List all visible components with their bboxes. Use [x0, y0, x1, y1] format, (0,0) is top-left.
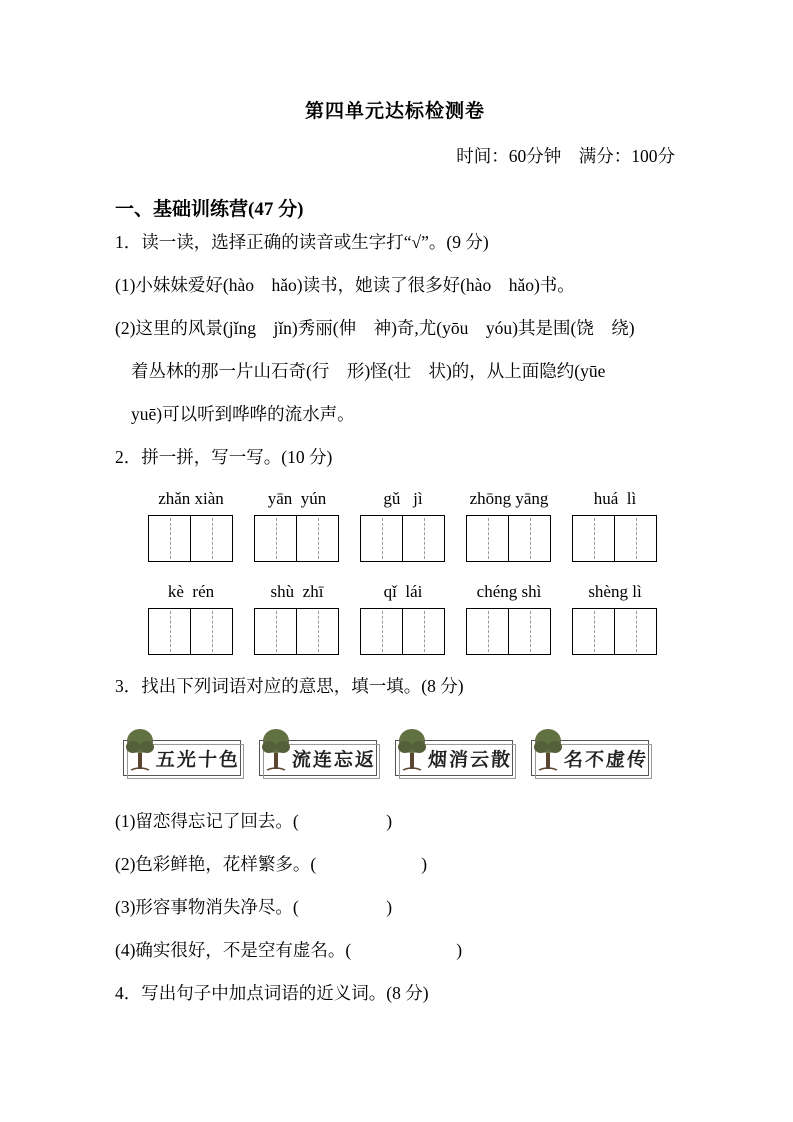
idiom-text: 名不虚传	[563, 749, 649, 771]
writing-cell	[190, 608, 233, 655]
writing-cell	[402, 608, 445, 655]
writing-boxes	[360, 515, 446, 562]
q2-word-unit	[466, 483, 552, 562]
writing-boxes	[254, 515, 340, 562]
writing-boxes	[572, 515, 658, 562]
pinyin-label: huá lì	[593, 489, 637, 508]
q2-stem: 2．拼一拼，写一写。(10 分)	[115, 447, 333, 467]
writing-boxes	[572, 608, 658, 655]
tree-icon	[261, 725, 291, 775]
q2-word-unit	[148, 483, 234, 562]
q2-word-unit	[466, 576, 552, 655]
writing-cell	[466, 515, 509, 562]
tree-icon	[397, 725, 427, 775]
writing-cell	[360, 608, 403, 655]
q1-item2-line2: 着丛林的那一片山石奇(行 形)怪(壮 状)的，从上面隐约(yūe	[131, 361, 606, 381]
idiom-text: 五光十色	[155, 749, 241, 771]
writing-cell	[508, 608, 551, 655]
pinyin-label: gǔ jì	[383, 489, 423, 508]
q1-item1: (1)小妹妹爱好(hào hǎo)读书，她读了很多好(hào hǎo)书。	[115, 275, 575, 295]
pinyin-label: kè rén	[167, 582, 215, 601]
q3-item-2: (2)色彩鲜艳，花样繁多。( )	[115, 854, 428, 874]
pinyin-label: chéng shì	[476, 582, 542, 601]
writing-cell	[572, 515, 615, 562]
pinyin-label: shèng lì	[588, 582, 642, 601]
q3-item-4: (4)确实很好，不是空有虚名。( )	[115, 940, 463, 960]
writing-cell	[254, 608, 297, 655]
q2-word-unit	[254, 576, 340, 655]
q2-word-unit	[360, 483, 446, 562]
q2-row1	[148, 483, 675, 562]
q2-word-unit	[360, 576, 446, 655]
idiom-card	[395, 740, 513, 776]
pinyin-label: qǐ lái	[383, 582, 423, 601]
writing-cell	[148, 608, 191, 655]
writing-cell	[148, 515, 191, 562]
q3-stem: 3．找出下列词语对应的意思，填一填。(8 分)	[115, 676, 464, 696]
q1-item2-line3: yuē)可以听到哗哗的流水声。	[131, 404, 355, 424]
pinyin-label: shù zhī	[270, 582, 324, 601]
q4-stem: 4．写出句子中加点词语的近义词。(8 分)	[115, 983, 429, 1003]
writing-boxes	[148, 515, 234, 562]
page-title: 第四单元达标检测卷	[304, 101, 485, 122]
idiom-text: 烟消云散	[427, 749, 513, 771]
writing-cell	[296, 515, 339, 562]
writing-cell	[508, 515, 551, 562]
writing-cell	[614, 608, 657, 655]
writing-cell	[254, 515, 297, 562]
q2-word-unit	[148, 576, 234, 655]
q2-word-unit	[572, 483, 658, 562]
section-heading: 一、基础训练营(47 分)	[115, 199, 304, 220]
writing-boxes	[466, 608, 552, 655]
writing-boxes	[466, 515, 552, 562]
idiom-card	[123, 740, 241, 776]
q1-item2-line1: (2)这里的风景(jǐng jǐn)秀丽(伸 神)奇,尤(yōu yóu)其是围(饶 绕)	[115, 318, 635, 338]
q1-stem: 1．读一读，选择正确的读音或生字打“√”。(9 分)	[115, 232, 489, 252]
q2-word-unit	[254, 483, 340, 562]
q2-row2	[148, 576, 675, 655]
writing-boxes	[254, 608, 340, 655]
q3-item-3: (3)形容事物消失净尽。( )	[115, 897, 393, 917]
idiom-card	[531, 740, 649, 776]
writing-cell	[466, 608, 509, 655]
idiom-text: 流连忘返	[291, 749, 377, 771]
exam-meta: 时间：60分钟 满分：100分	[456, 146, 675, 166]
q3-item-1: (1)留恋得忘记了回去。( )	[115, 811, 393, 831]
tree-icon	[125, 725, 155, 775]
tree-icon	[533, 725, 563, 775]
writing-cell	[614, 515, 657, 562]
writing-cell	[190, 515, 233, 562]
pinyin-label: zhōng yāng	[469, 489, 549, 508]
q3-idiom-cards	[123, 718, 675, 776]
writing-boxes	[148, 608, 234, 655]
writing-cell	[360, 515, 403, 562]
writing-cell	[402, 515, 445, 562]
writing-cell	[296, 608, 339, 655]
pinyin-label: zhǎn xiàn	[158, 489, 224, 508]
idiom-card	[259, 740, 377, 776]
writing-cell	[572, 608, 615, 655]
writing-boxes	[360, 608, 446, 655]
pinyin-label: yān yún	[267, 489, 327, 508]
q2-word-unit	[572, 576, 658, 655]
